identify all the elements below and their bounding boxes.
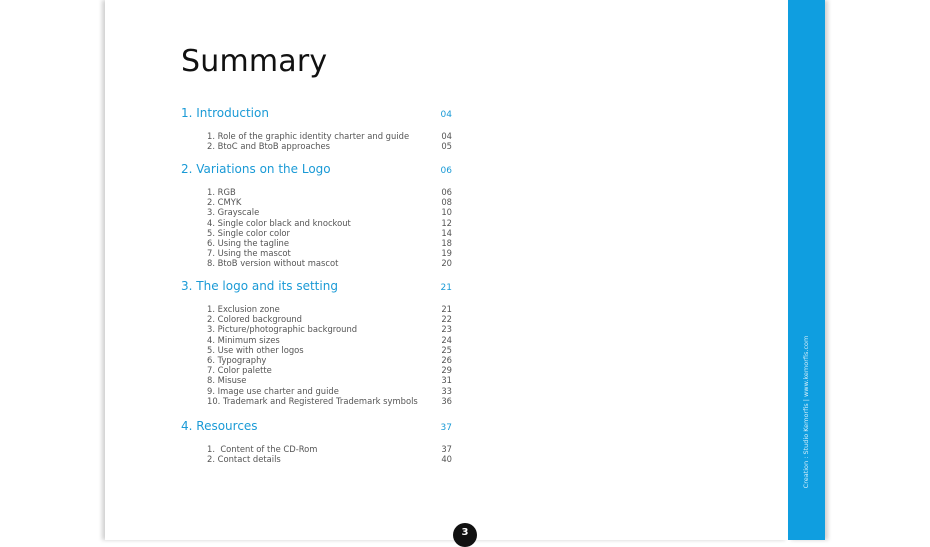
- toc-item-page: 19: [441, 248, 452, 259]
- toc-item[interactable]: [207, 187, 453, 197]
- studio-credit: Creation : Studio Kemorfis | www.kemorfis.com: [802, 335, 810, 489]
- toc-item-label: 8. BtoB version without mascot: [207, 258, 339, 269]
- toc-item[interactable]: [207, 218, 453, 228]
- toc-item[interactable]: [207, 131, 453, 141]
- toc-item-page: 36: [441, 395, 452, 406]
- toc-item-page: 18: [441, 237, 452, 248]
- toc-item-page: 24: [441, 334, 452, 345]
- page-number-badge: 3: [453, 523, 477, 547]
- toc-item-label: 4. Single color black and knockout: [207, 217, 351, 228]
- toc-item-page: 22: [441, 314, 452, 325]
- toc-item-page: 25: [441, 344, 452, 355]
- toc-item-label: 5. Single color color: [207, 227, 290, 238]
- toc-item-page: 31: [441, 375, 452, 386]
- toc-item[interactable]: [207, 365, 453, 375]
- toc-item[interactable]: [207, 248, 453, 258]
- toc-item-page: 29: [441, 365, 452, 376]
- toc-item[interactable]: [207, 238, 453, 248]
- section-page-number: 04: [440, 110, 452, 120]
- toc-item-page: 20: [441, 258, 452, 269]
- section-page-number: 21: [440, 283, 452, 293]
- section-page-number: 06: [440, 166, 452, 176]
- toc-item-page: 23: [441, 324, 452, 335]
- toc-item-label: 7. Color palette: [207, 365, 272, 376]
- toc-section-introduction: [181, 106, 453, 151]
- toc-item-label: 3. Grayscale: [207, 207, 260, 218]
- toc-item-label: 1. Role of the graphic identity charter and guide: [207, 131, 410, 141]
- toc-item-page: 12: [441, 217, 452, 228]
- toc-item-label: 5. Use with other logos: [207, 344, 304, 355]
- toc-item-label: 9. Image use charter and guide: [207, 385, 339, 396]
- toc-item[interactable]: [207, 324, 453, 334]
- toc-item-page: 05: [441, 141, 452, 152]
- section-items: [181, 187, 453, 269]
- section-title[interactable]: 1. Introduction: [181, 106, 269, 120]
- toc-item[interactable]: [207, 141, 453, 151]
- toc-section-resources: [181, 419, 453, 464]
- toc-item-label: 2. Contact details: [207, 454, 281, 465]
- section-page-number: 37: [440, 423, 452, 433]
- toc-item[interactable]: [207, 258, 453, 268]
- toc-item[interactable]: [207, 386, 453, 396]
- toc-item[interactable]: [207, 304, 453, 314]
- toc-item-label: 6. Using the tagline: [207, 237, 290, 248]
- toc-item-page: 40: [441, 454, 452, 465]
- toc-item[interactable]: [207, 207, 453, 217]
- toc-item[interactable]: [207, 444, 453, 454]
- toc-item-label: 1. Exclusion zone: [207, 304, 280, 314]
- toc-item[interactable]: [207, 335, 453, 345]
- section-title[interactable]: 3. The logo and its setting: [181, 279, 338, 293]
- toc-item[interactable]: [207, 345, 453, 355]
- toc-item[interactable]: [207, 454, 453, 464]
- toc-item-label: 8. Misuse: [207, 375, 247, 386]
- toc-item-label: 4. Minimum sizes: [207, 334, 280, 345]
- toc-item-page: 14: [441, 227, 452, 238]
- toc-item[interactable]: [207, 228, 453, 238]
- toc-item-label: 2. BtoC and BtoB approaches: [207, 141, 331, 152]
- toc-item[interactable]: [207, 375, 453, 385]
- toc-item[interactable]: [207, 355, 453, 365]
- section-items: [181, 304, 453, 406]
- toc-item-label: 6. Typography: [207, 354, 267, 365]
- toc-item-label: 7. Using the mascot: [207, 248, 291, 259]
- toc-item-label: 1. RGB: [207, 187, 236, 197]
- toc-item-label: 3. Picture/photographic background: [207, 324, 358, 335]
- toc-item-label: 2. Colored background: [207, 314, 302, 325]
- toc-item-page: 26: [441, 354, 452, 365]
- toc-item-page: 33: [441, 385, 452, 396]
- toc-section-logo-setting: [181, 279, 453, 406]
- toc-item-label: 2. CMYK: [207, 197, 242, 208]
- page-title: Summary: [181, 44, 328, 79]
- toc-item[interactable]: [207, 314, 453, 324]
- section-title[interactable]: 2. Variations on the Logo: [181, 162, 331, 176]
- toc-item-page: 10: [441, 207, 452, 218]
- toc-item[interactable]: [207, 197, 453, 207]
- toc-item-page: 08: [441, 197, 452, 208]
- section-title[interactable]: 4. Resources: [181, 419, 258, 433]
- toc-item-label: 10. Trademark and Registered Trademark symbols: [207, 395, 418, 406]
- toc-section-variations: [181, 162, 453, 269]
- toc-item-page: 37: [441, 444, 452, 454]
- section-items: [181, 444, 453, 464]
- toc-item-label: 1. Content of the CD-Rom: [207, 444, 318, 454]
- toc-item-page: 21: [441, 304, 452, 314]
- toc-item-page: 06: [441, 187, 452, 197]
- section-items: [181, 131, 453, 151]
- toc-item[interactable]: [207, 396, 453, 406]
- toc-item-page: 04: [441, 131, 452, 141]
